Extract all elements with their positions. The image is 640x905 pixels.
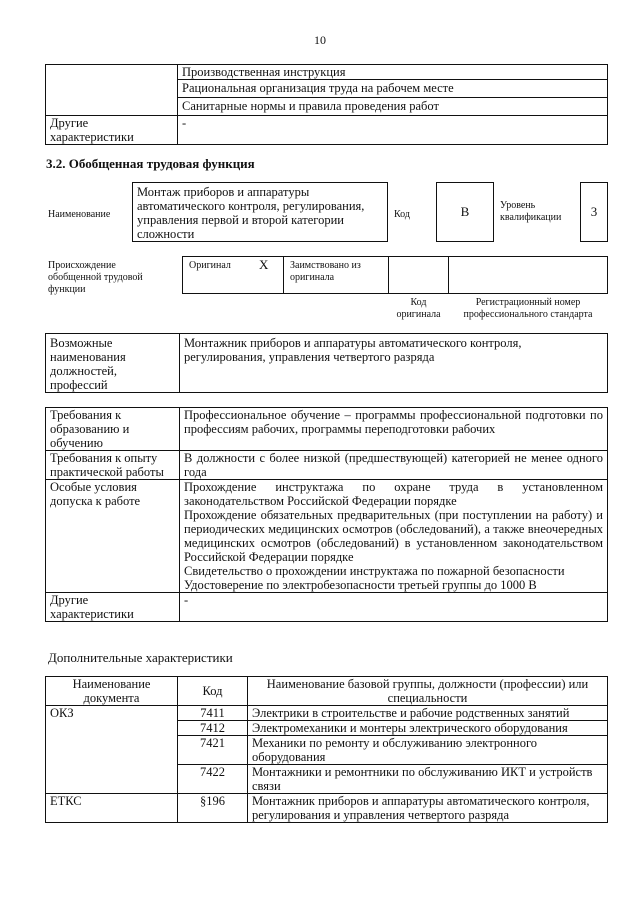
- borrowed-box: [283, 256, 389, 294]
- top-table: [45, 64, 608, 145]
- function-name-box: Монтаж приборов и аппаратуры автоматического контроля, регулирования, управления первой и второй категории сложности: [132, 182, 388, 242]
- table-cell: Требования к образованию и обучению: [46, 408, 180, 451]
- table-cell: [46, 65, 178, 116]
- level-label: Уровень квалификации: [500, 200, 562, 223]
- table-cell: Особые условия допуска к работе: [46, 480, 180, 593]
- table-cell: Другие характеристики: [46, 593, 180, 622]
- reg-number-caption: Регистрационный номер профессионального стандарта: [463, 297, 593, 320]
- header-cell: Наименование базовой группы, должности (профессии) или специальности: [248, 677, 608, 706]
- table-row: [46, 65, 608, 80]
- additional-title: Дополнительные характеристики: [48, 650, 233, 665]
- table-cell: 7421: [178, 736, 248, 765]
- table-row: [46, 334, 608, 393]
- table-cell: [180, 480, 608, 593]
- function-code-box: B: [436, 182, 494, 242]
- table-cell: 7412: [178, 721, 248, 736]
- table-cell: §196: [178, 794, 248, 823]
- original-label: Оригинал: [189, 260, 231, 271]
- table-cell: -: [178, 116, 608, 145]
- table-cell: Санитарные нормы и правила проведения работ: [178, 98, 608, 116]
- table-cell: -: [180, 593, 608, 622]
- original-mark: X: [259, 257, 269, 272]
- table-header-row: [46, 677, 608, 706]
- table-row: [46, 593, 608, 622]
- table-cell: Профессиональное обучение – программы профессиональной подготовки по профессиям рабочих, программы переподготовки рабочих: [180, 408, 608, 451]
- condition-line: Прохождение инструктажа по охране труда в установленном законодательством Российской Федерации порядке: [184, 480, 603, 508]
- additional-table: [45, 676, 608, 823]
- condition-line: Прохождение обязательных предварительных (при поступлении на работу) и периодических медицинских осмотров (обследований), а также внеочередных медицинских осмотров (обследований) в установленном законодательством Российской Федерации порядке: [184, 508, 603, 564]
- table-cell: Монтажники и ремонтники по обслуживанию ИКТ и устройств связи: [248, 765, 608, 794]
- page-number: 10: [314, 33, 326, 47]
- table-cell: Рациональная организация труда на рабочем месте: [178, 80, 608, 98]
- positions-table: [45, 333, 608, 393]
- code-label: Код: [394, 209, 410, 220]
- name-label: Наименование: [48, 209, 111, 220]
- table-cell: 7422: [178, 765, 248, 794]
- borrowed-label: Заимствовано из оригинала: [290, 260, 361, 283]
- code-original-box: [388, 256, 449, 294]
- condition-line: Удостоверение по электробезопасности третьей группы до 1000 В: [184, 578, 537, 592]
- table-cell: Электрики в строительстве и рабочие родственных занятий: [248, 706, 608, 721]
- reg-number-box: [448, 256, 608, 294]
- table-row: [46, 706, 608, 721]
- table-row: [46, 794, 608, 823]
- table-cell: Механики по ремонту и обслуживанию электронного оборудования: [248, 736, 608, 765]
- requirements-table: [45, 407, 608, 622]
- table-row: [46, 116, 608, 145]
- section-heading: 3.2. Обобщенная трудовая функция: [46, 156, 255, 171]
- table-row: [46, 480, 608, 593]
- table-cell: ОКЗ: [46, 706, 178, 794]
- table-cell: Возможные наименования должностей, профессий: [46, 334, 180, 393]
- table-cell: Производственная инструкция: [178, 65, 608, 80]
- table-cell: Монтажник приборов и аппаратуры автоматического контроля, регулирования, управления четвертого разряда: [180, 334, 608, 393]
- condition-line: Свидетельство о прохождении инструктажа по пожарной безопасности: [184, 564, 565, 578]
- header-cell: Наименование документа: [46, 677, 178, 706]
- table-cell: Другие характеристики: [46, 116, 178, 145]
- table-cell: ЕТКС: [46, 794, 178, 823]
- origin-label: Происхождение обобщенной трудовой функции: [48, 260, 143, 295]
- table-row: [46, 408, 608, 451]
- original-box: [182, 256, 284, 294]
- level-value-box: 3: [580, 182, 608, 242]
- table-cell: В должности с более низкой (предшествующей) категорией не менее одного года: [180, 451, 608, 480]
- table-cell: 7411: [178, 706, 248, 721]
- header-cell: Код: [178, 677, 248, 706]
- table-row: [46, 451, 608, 480]
- table-cell: Требования к опыту практической работы: [46, 451, 180, 480]
- code-original-caption: Код оригинала: [396, 297, 441, 320]
- table-cell: Электромеханики и монтеры электрического оборудования: [248, 721, 608, 736]
- table-cell: Монтажник приборов и аппаратуры автоматического контроля, регулирования и управления четвертого разряда: [248, 794, 608, 823]
